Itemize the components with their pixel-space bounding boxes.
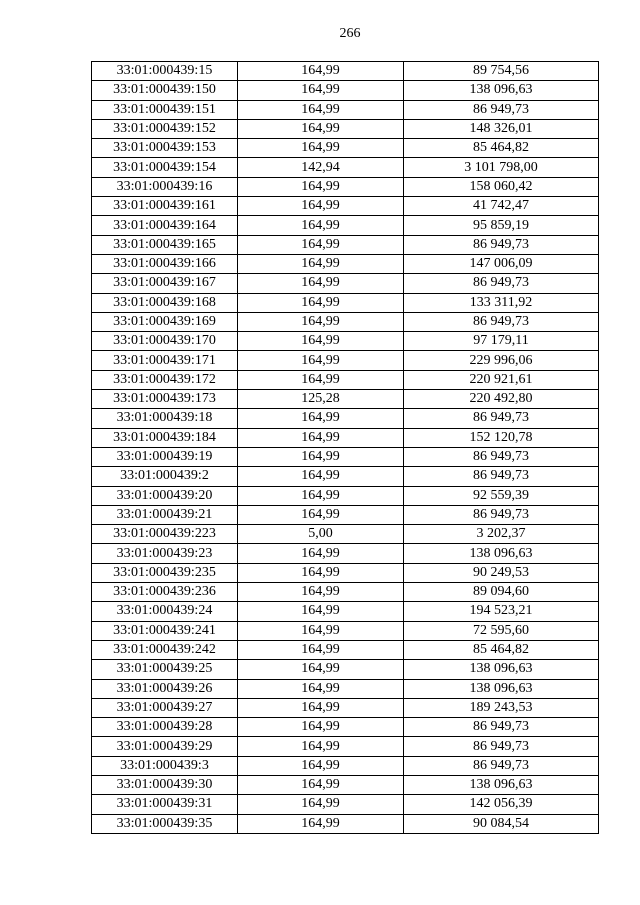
table-row	[92, 62, 599, 81]
rate-cell: 164,99	[238, 544, 404, 563]
rate-cell: 164,99	[238, 718, 404, 737]
cadastral-value-cell: 189 243,53	[404, 698, 599, 717]
table-row	[92, 158, 599, 177]
rate-cell: 164,99	[238, 409, 404, 428]
rate-cell: 5,00	[238, 525, 404, 544]
rate-cell: 164,99	[238, 332, 404, 351]
table-row	[92, 235, 599, 254]
table-row	[92, 177, 599, 196]
cadastral-number-cell: 33:01:000439:31	[92, 795, 238, 814]
rate-cell: 164,99	[238, 505, 404, 524]
cadastral-value-cell: 142 056,39	[404, 795, 599, 814]
cadastral-value-cell: 41 742,47	[404, 197, 599, 216]
rate-cell: 164,99	[238, 139, 404, 158]
cadastral-number-cell: 33:01:000439:152	[92, 119, 238, 138]
rate-cell: 164,99	[238, 698, 404, 717]
cadastral-value-cell: 147 006,09	[404, 254, 599, 273]
cadastral-value-cell: 97 179,11	[404, 332, 599, 351]
cadastral-value-cell: 86 949,73	[404, 100, 599, 119]
cadastral-value-cell: 220 492,80	[404, 390, 599, 409]
cadastral-number-cell: 33:01:000439:30	[92, 775, 238, 794]
table-row	[92, 756, 599, 775]
page-number: 266	[339, 26, 361, 41]
table-row	[92, 139, 599, 158]
table-row	[92, 370, 599, 389]
cadastral-value-cell: 86 949,73	[404, 274, 599, 293]
cadastre-value-table	[91, 61, 599, 834]
rate-cell: 164,99	[238, 814, 404, 833]
table-row	[92, 621, 599, 640]
rate-cell: 164,99	[238, 62, 404, 81]
cadastral-value-cell: 158 060,42	[404, 177, 599, 196]
cadastral-value-cell: 138 096,63	[404, 544, 599, 563]
table-row	[92, 583, 599, 602]
table-row	[92, 505, 599, 524]
rate-cell: 164,99	[238, 216, 404, 235]
rate-cell: 164,99	[238, 602, 404, 621]
rate-cell: 164,99	[238, 583, 404, 602]
table-row	[92, 351, 599, 370]
rate-cell: 142,94	[238, 158, 404, 177]
cadastral-number-cell: 33:01:000439:28	[92, 718, 238, 737]
cadastral-number-cell: 33:01:000439:2	[92, 467, 238, 486]
table-row	[92, 81, 599, 100]
cadastral-number-cell: 33:01:000439:161	[92, 197, 238, 216]
cadastral-number-cell: 33:01:000439:23	[92, 544, 238, 563]
cadastral-number-cell: 33:01:000439:173	[92, 390, 238, 409]
table-row	[92, 428, 599, 447]
table-row	[92, 660, 599, 679]
cadastral-value-cell: 85 464,82	[404, 640, 599, 659]
table-row	[92, 737, 599, 756]
cadastral-value-cell: 89 094,60	[404, 583, 599, 602]
rate-cell: 164,99	[238, 467, 404, 486]
table-row	[92, 390, 599, 409]
table-row	[92, 467, 599, 486]
cadastral-number-cell: 33:01:000439:241	[92, 621, 238, 640]
table-row	[92, 447, 599, 466]
table-row	[92, 698, 599, 717]
rate-cell: 164,99	[238, 486, 404, 505]
cadastral-number-cell: 33:01:000439:167	[92, 274, 238, 293]
cadastral-value-cell: 86 949,73	[404, 718, 599, 737]
rate-cell: 164,99	[238, 100, 404, 119]
cadastral-value-cell: 138 096,63	[404, 81, 599, 100]
cadastral-number-cell: 33:01:000439:169	[92, 312, 238, 331]
cadastral-value-cell: 86 949,73	[404, 235, 599, 254]
cadastral-number-cell: 33:01:000439:165	[92, 235, 238, 254]
cadastral-number-cell: 33:01:000439:170	[92, 332, 238, 351]
cadastral-number-cell: 33:01:000439:154	[92, 158, 238, 177]
cadastral-value-cell: 86 949,73	[404, 756, 599, 775]
cadastral-value-cell: 86 949,73	[404, 312, 599, 331]
cadastral-number-cell: 33:01:000439:235	[92, 563, 238, 582]
table-row	[92, 197, 599, 216]
cadastral-number-cell: 33:01:000439:3	[92, 756, 238, 775]
table-row	[92, 602, 599, 621]
cadastral-number-cell: 33:01:000439:29	[92, 737, 238, 756]
cadastral-number-cell: 33:01:000439:18	[92, 409, 238, 428]
cadastral-value-cell: 85 464,82	[404, 139, 599, 158]
cadastral-number-cell: 33:01:000439:24	[92, 602, 238, 621]
cadastral-value-cell: 152 120,78	[404, 428, 599, 447]
cadastral-value-cell: 194 523,21	[404, 602, 599, 621]
cadastral-value-cell: 86 949,73	[404, 505, 599, 524]
table-row	[92, 795, 599, 814]
cadastral-value-cell: 72 595,60	[404, 621, 599, 640]
cadastral-number-cell: 33:01:000439:223	[92, 525, 238, 544]
cadastral-number-cell: 33:01:000439:19	[92, 447, 238, 466]
table-row	[92, 486, 599, 505]
cadastral-value-cell: 3 101 798,00	[404, 158, 599, 177]
rate-cell: 164,99	[238, 254, 404, 273]
rate-cell: 164,99	[238, 737, 404, 756]
rate-cell: 164,99	[238, 312, 404, 331]
rate-cell: 164,99	[238, 370, 404, 389]
cadastral-value-cell: 86 949,73	[404, 737, 599, 756]
cadastral-number-cell: 33:01:000439:21	[92, 505, 238, 524]
cadastral-number-cell: 33:01:000439:153	[92, 139, 238, 158]
table-row	[92, 274, 599, 293]
rate-cell: 164,99	[238, 563, 404, 582]
rate-cell: 164,99	[238, 428, 404, 447]
cadastral-value-cell: 95 859,19	[404, 216, 599, 235]
table-row	[92, 640, 599, 659]
cadastral-value-cell: 90 249,53	[404, 563, 599, 582]
table-row	[92, 814, 599, 833]
rate-cell: 164,99	[238, 640, 404, 659]
cadastral-value-cell: 92 559,39	[404, 486, 599, 505]
cadastral-value-cell: 220 921,61	[404, 370, 599, 389]
cadastral-number-cell: 33:01:000439:151	[92, 100, 238, 119]
table-row	[92, 679, 599, 698]
rate-cell: 164,99	[238, 447, 404, 466]
cadastral-number-cell: 33:01:000439:15	[92, 62, 238, 81]
cadastral-value-cell: 138 096,63	[404, 660, 599, 679]
table-row	[92, 563, 599, 582]
table-row	[92, 718, 599, 737]
cadastral-number-cell: 33:01:000439:25	[92, 660, 238, 679]
table-row	[92, 293, 599, 312]
cadastral-number-cell: 33:01:000439:172	[92, 370, 238, 389]
cadastral-value-cell: 3 202,37	[404, 525, 599, 544]
table-row	[92, 525, 599, 544]
cadastral-number-cell: 33:01:000439:236	[92, 583, 238, 602]
rate-cell: 164,99	[238, 679, 404, 698]
cadastral-number-cell: 33:01:000439:164	[92, 216, 238, 235]
rate-cell: 164,99	[238, 81, 404, 100]
cadastral-number-cell: 33:01:000439:20	[92, 486, 238, 505]
rate-cell: 164,99	[238, 293, 404, 312]
cadastral-value-cell: 133 311,92	[404, 293, 599, 312]
cadastral-value-cell: 148 326,01	[404, 119, 599, 138]
cadastral-number-cell: 33:01:000439:184	[92, 428, 238, 447]
rate-cell: 164,99	[238, 621, 404, 640]
rate-cell: 164,99	[238, 119, 404, 138]
rate-cell: 164,99	[238, 775, 404, 794]
cadastral-number-cell: 33:01:000439:35	[92, 814, 238, 833]
table-body	[92, 62, 599, 834]
cadastral-value-cell: 138 096,63	[404, 775, 599, 794]
cadastral-number-cell: 33:01:000439:242	[92, 640, 238, 659]
cadastral-number-cell: 33:01:000439:171	[92, 351, 238, 370]
cadastral-value-cell: 86 949,73	[404, 409, 599, 428]
cadastral-number-cell: 33:01:000439:150	[92, 81, 238, 100]
rate-cell: 164,99	[238, 177, 404, 196]
table-row	[92, 216, 599, 235]
cadastral-value-cell: 229 996,06	[404, 351, 599, 370]
rate-cell: 164,99	[238, 197, 404, 216]
rate-cell: 164,99	[238, 274, 404, 293]
rate-cell: 164,99	[238, 235, 404, 254]
rate-cell: 164,99	[238, 756, 404, 775]
cadastral-value-cell: 89 754,56	[404, 62, 599, 81]
table-row	[92, 775, 599, 794]
cadastral-value-cell: 90 084,54	[404, 814, 599, 833]
table-row	[92, 544, 599, 563]
table-row	[92, 312, 599, 331]
table-row	[92, 254, 599, 273]
rate-cell: 164,99	[238, 351, 404, 370]
rate-cell: 164,99	[238, 660, 404, 679]
cadastral-number-cell: 33:01:000439:16	[92, 177, 238, 196]
cadastral-number-cell: 33:01:000439:168	[92, 293, 238, 312]
cadastral-value-cell: 86 949,73	[404, 447, 599, 466]
table-row	[92, 332, 599, 351]
rate-cell: 164,99	[238, 795, 404, 814]
cadastral-number-cell: 33:01:000439:26	[92, 679, 238, 698]
cadastral-number-cell: 33:01:000439:166	[92, 254, 238, 273]
table-row	[92, 119, 599, 138]
cadastral-value-cell: 86 949,73	[404, 467, 599, 486]
rate-cell: 125,28	[238, 390, 404, 409]
cadastral-value-cell: 138 096,63	[404, 679, 599, 698]
table-row	[92, 409, 599, 428]
table-row	[92, 100, 599, 119]
cadastral-number-cell: 33:01:000439:27	[92, 698, 238, 717]
